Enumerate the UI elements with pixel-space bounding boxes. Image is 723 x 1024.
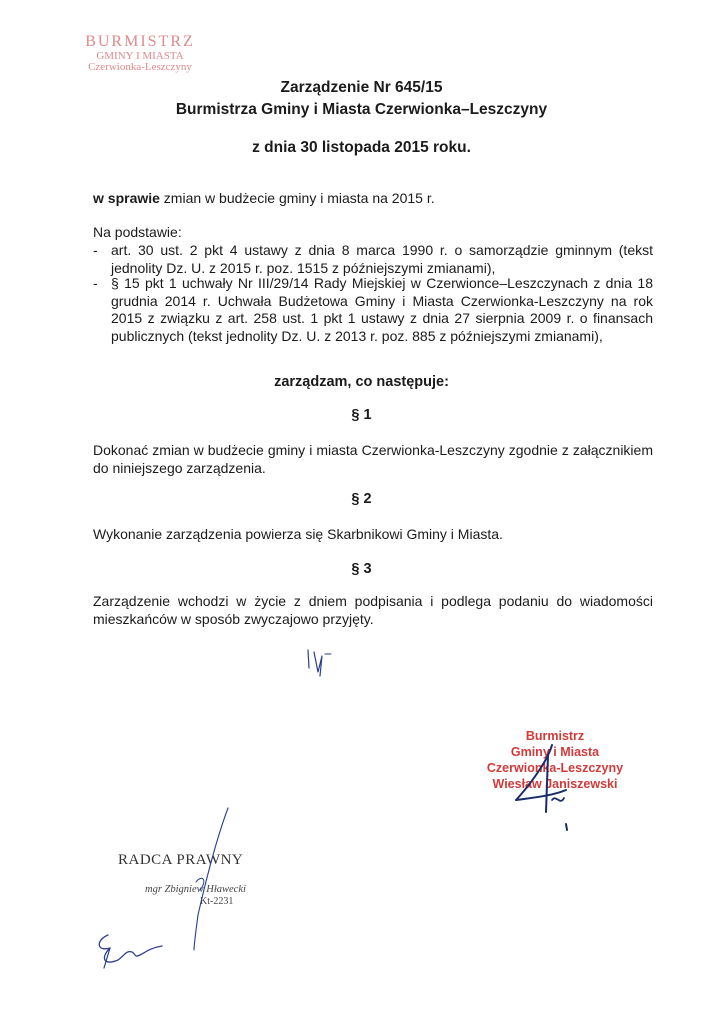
paragraph-text-3: Zarządzenie wchodzi w życie z dniem podpisania i podlega podaniu do wiadomości mieszkańców w sposób zwyczajowo przyjęty. [93,593,653,627]
document-date: z dnia 30 listopada 2015 roku. [252,139,471,156]
paraph-signature [99,935,162,968]
paragraph-text-1: Dokonać zmian w budżecie gminy i miasta Czerwionka-Leszczyny zgodnie z załącznikiem do niniejszego zarządzenia. [93,442,653,476]
signature-stamp-line3: Czerwionka-Leszczyny [486,761,624,775]
legal-stamp-title: RADCA PRAWNY [118,852,244,868]
basis-item-text: § 15 pkt 1 uchwały Nr III/29/14 Rady Miejskiej w Czerwionce–Leszczynach z dnia 18 grudnia 2014 r. Uchwała Budżetowa Gminy i Miasta Czerwionka-Leszczyny na rok 2015 z związku z art. 258 ust. 1 pkt 1 ustawy z dnia 27 sierpnia 2009 r. o finansach publicznych (tekst jednolity Dz. U. z 2013 r. poz. 885 z późniejszymi zmianami), [111,275,653,344]
legal-counsel-signature [194,808,228,950]
header-stamp-line3: Czerwionka-Leszczyny [88,61,192,74]
header-stamp-line2: GMINY I MIASTA [96,49,184,62]
paragraph-symbol-2: § 2 [351,491,372,507]
signature-stamp-line4: Wiesław Janiszewski [492,777,618,791]
initials-signature [308,650,331,676]
legal-stamp-name: mgr Zbigniew Hławecki [145,884,246,895]
decision-heading: zarządzam, co następuje: [274,374,449,390]
basis-heading: Na podstawie: [93,224,182,240]
signature-stamp [470,728,640,792]
paragraph-symbol-3: § 3 [351,561,372,577]
subject-line [93,190,653,208]
list-dash: - [93,275,98,291]
signature-stamp-line1: Burmistrz [525,729,585,743]
document-title: Zarządzenie Nr 645/15 [280,79,443,96]
paragraph-text-2: Wykonanie zarządzenia powierza się Skarbnikowi Gminy i Miasta. [93,526,503,542]
header-stamp-line1: BURMISTRZ [85,33,195,50]
subject-label: w sprawie [93,190,160,206]
subject-text: zmian w budżecie gminy i miasta na 2015 r. [159,190,435,206]
document-issuer: Burmistrza Gminy i Miasta Czerwionka–Leszczyny [175,101,548,118]
basis-item-text: art. 30 ust. 2 pkt 4 ustawy z dnia 8 marca 1990 r. o samorządzie gminnym (tekst jednolity Dz. U. z 2015 r. poz. 1515 z późniejszymi zmianami), [111,242,653,276]
signature-stamp-line2: Gminy i Miasta [510,745,600,759]
basis-list-item [93,275,653,345]
legal-stamp-number: Kt-2231 [200,896,234,907]
header-stamp [60,34,220,74]
basis-list-item [93,242,653,277]
list-dash: - [93,242,98,258]
paragraph-symbol-1: § 1 [351,407,372,423]
